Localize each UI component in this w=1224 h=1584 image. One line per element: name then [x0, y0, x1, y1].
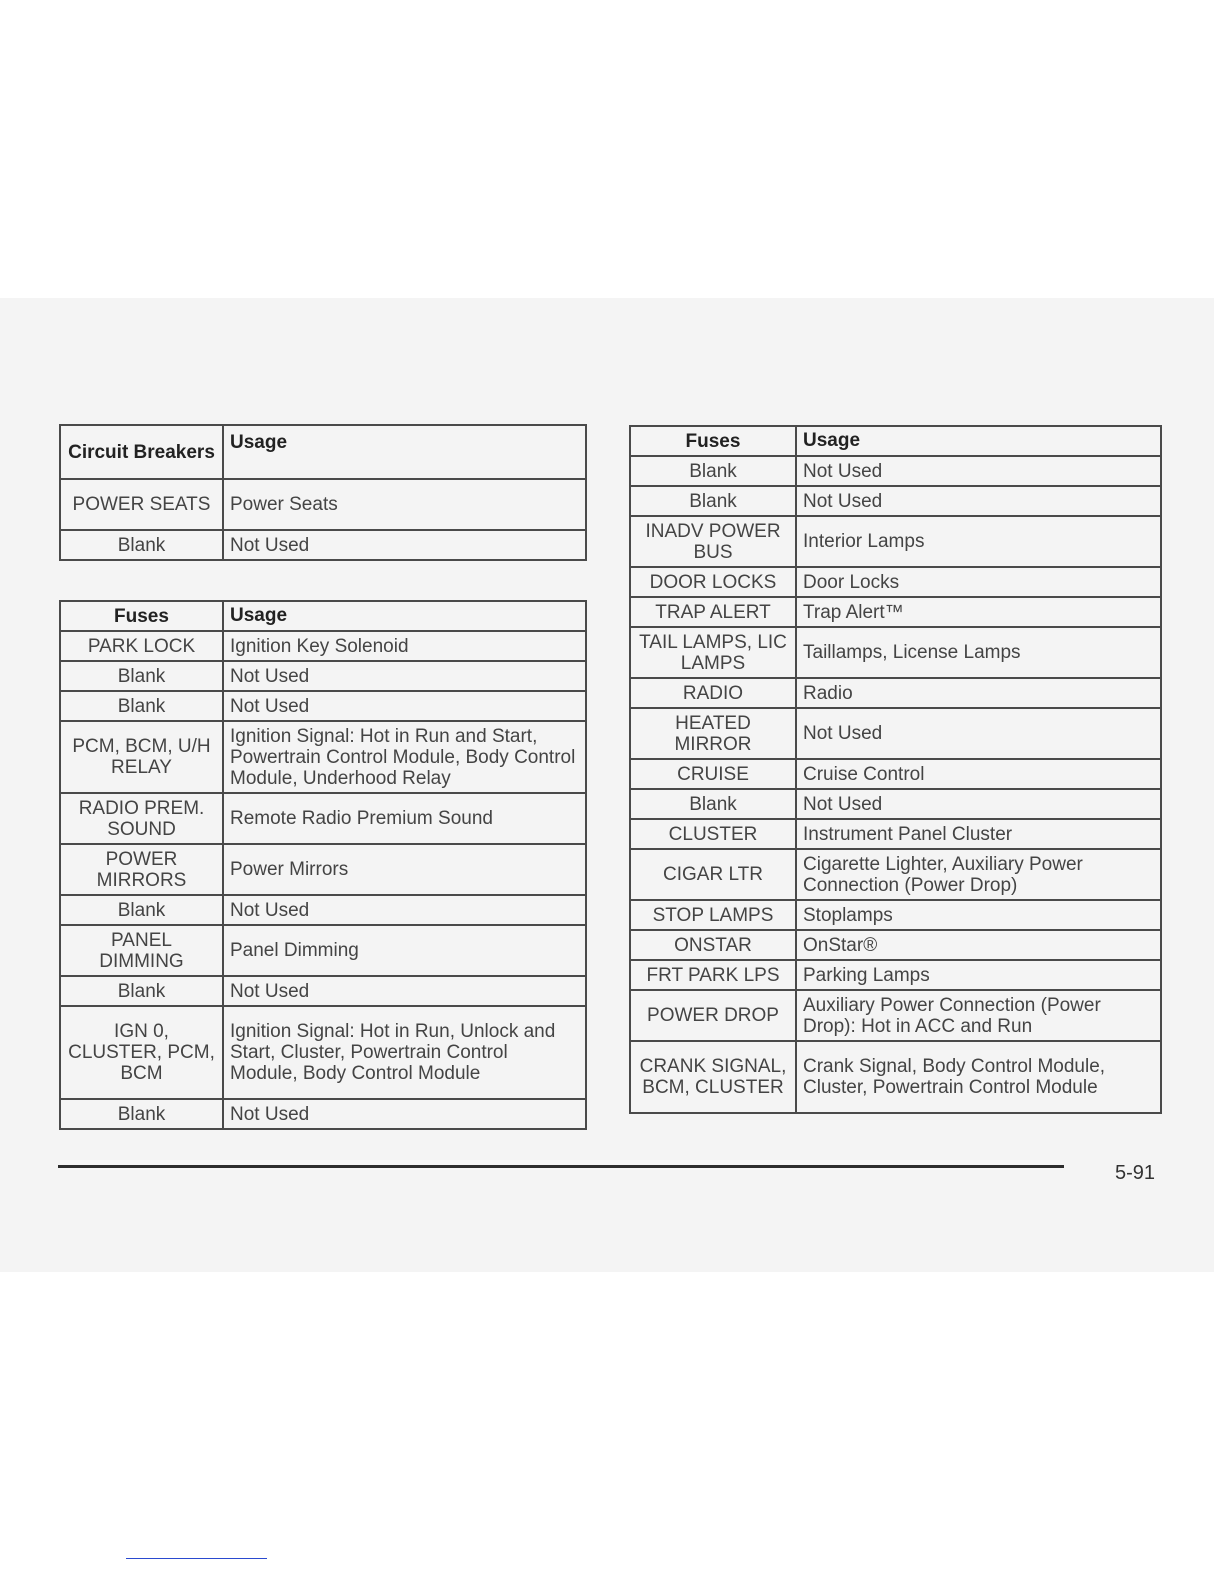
- table-row: [60, 661, 586, 691]
- table-row: [630, 456, 1161, 486]
- circuit-breakers-table: [59, 424, 587, 561]
- table-row: [630, 789, 1161, 819]
- fuse-usage: Not Used: [223, 976, 586, 1006]
- table-row: [630, 678, 1161, 708]
- fuse-name: POWER DROP: [630, 990, 796, 1041]
- table-row: [60, 1006, 586, 1099]
- fuse-usage: Not Used: [796, 486, 1161, 516]
- fuse-name: TAIL LAMPS, LIC LAMPS: [630, 627, 796, 678]
- table-row: [60, 530, 586, 560]
- fuse-usage: Door Locks: [796, 567, 1161, 597]
- fuse-usage: Not Used: [796, 789, 1161, 819]
- fuse-name: RADIO: [630, 678, 796, 708]
- breaker-usage: Power Seats: [223, 479, 586, 530]
- table-row: [630, 486, 1161, 516]
- fuse-usage: Not Used: [223, 895, 586, 925]
- fuses-table-left: [59, 600, 587, 1130]
- table-row: [60, 895, 586, 925]
- fuse-name: Blank: [60, 976, 223, 1006]
- fuse-name: TRAP ALERT: [630, 597, 796, 627]
- fuses-table-right: [629, 425, 1162, 1114]
- fuse-name: FRT PARK LPS: [630, 960, 796, 990]
- table-row: [630, 819, 1161, 849]
- table-row: [60, 925, 586, 976]
- table-row: [630, 567, 1161, 597]
- fuse-usage: Not Used: [223, 691, 586, 721]
- column-header: Usage: [223, 601, 586, 631]
- fuse-usage: Instrument Panel Cluster: [796, 819, 1161, 849]
- fuse-name: Blank: [60, 1099, 223, 1129]
- table-header-row: [630, 426, 1161, 456]
- table-row: [60, 631, 586, 661]
- fuse-usage: Cruise Control: [796, 759, 1161, 789]
- fuse-name: CRANK SIGNAL, BCM, CLUSTER: [630, 1041, 796, 1113]
- breaker-usage: Not Used: [223, 530, 586, 560]
- page-number: 5-91: [1115, 1162, 1156, 1184]
- fuse-usage: Interior Lamps: [796, 516, 1161, 567]
- fuse-usage: Ignition Signal: Hot in Run and Start, Powertrain Control Module, Body Control Module, Underhood Relay: [223, 721, 586, 793]
- fuse-usage: Remote Radio Premium Sound: [223, 793, 586, 844]
- fuse-name: Blank: [630, 486, 796, 516]
- fuse-name: Blank: [630, 789, 796, 819]
- table-row: [60, 691, 586, 721]
- table-row: [630, 627, 1161, 678]
- fuse-name: STOP LAMPS: [630, 900, 796, 930]
- fuse-usage: Taillamps, License Lamps: [796, 627, 1161, 678]
- fuse-name: Blank: [630, 456, 796, 486]
- fuse-usage: Panel Dimming: [223, 925, 586, 976]
- column-header: Circuit Breakers: [60, 425, 223, 479]
- column-header: Usage: [223, 425, 586, 479]
- fuse-name: PANEL DIMMING: [60, 925, 223, 976]
- fuse-name: ONSTAR: [630, 930, 796, 960]
- fuse-usage: Power Mirrors: [223, 844, 586, 895]
- table-row: [60, 844, 586, 895]
- fuse-usage: Auxiliary Power Connection (Power Drop): Hot in ACC and Run: [796, 990, 1161, 1041]
- divider: [126, 1558, 267, 1559]
- table-row: [630, 849, 1161, 900]
- column-header: Fuses: [630, 426, 796, 456]
- table-row: [630, 960, 1161, 990]
- fuse-name: Blank: [60, 895, 223, 925]
- fuse-usage: Cigarette Lighter, Auxiliary Power Connection (Power Drop): [796, 849, 1161, 900]
- fuse-usage: Parking Lamps: [796, 960, 1161, 990]
- fuse-name: CIGAR LTR: [630, 849, 796, 900]
- fuse-name: INADV POWER BUS: [630, 516, 796, 567]
- breaker-name: POWER SEATS: [60, 479, 223, 530]
- fuse-usage: Radio: [796, 678, 1161, 708]
- fuse-name: IGN 0, CLUSTER, PCM, BCM: [60, 1006, 223, 1099]
- fuse-name: HEATED MIRROR: [630, 708, 796, 759]
- table-row: [630, 990, 1161, 1041]
- table-row: [630, 708, 1161, 759]
- fuse-name: CLUSTER: [630, 819, 796, 849]
- fuse-name: DOOR LOCKS: [630, 567, 796, 597]
- table-row: [60, 1099, 586, 1129]
- fuse-usage: Not Used: [796, 708, 1161, 759]
- fuse-usage: Stoplamps: [796, 900, 1161, 930]
- table-row: [630, 759, 1161, 789]
- table-row: [630, 900, 1161, 930]
- fuse-name: RADIO PREM. SOUND: [60, 793, 223, 844]
- fuse-name: CRUISE: [630, 759, 796, 789]
- fuse-usage: Trap Alert™: [796, 597, 1161, 627]
- column-header: Usage: [796, 426, 1161, 456]
- fuse-name: PCM, BCM, U/H RELAY: [60, 721, 223, 793]
- table-row: [630, 516, 1161, 567]
- fuse-name: POWER MIRRORS: [60, 844, 223, 895]
- table-row: [630, 1041, 1161, 1113]
- breaker-name: Blank: [60, 530, 223, 560]
- column-header: Fuses: [60, 601, 223, 631]
- fuse-name: Blank: [60, 661, 223, 691]
- fuse-usage: Not Used: [223, 1099, 586, 1129]
- table-header-row: [60, 601, 586, 631]
- fuse-usage: OnStar®: [796, 930, 1161, 960]
- table-row: [60, 793, 586, 844]
- fuse-usage: Ignition Key Solenoid: [223, 631, 586, 661]
- fuse-name: PARK LOCK: [60, 631, 223, 661]
- table-row: [60, 976, 586, 1006]
- fuse-usage: Crank Signal, Body Control Module, Cluster, Powertrain Control Module: [796, 1041, 1161, 1113]
- footer-rule: [58, 1165, 1064, 1168]
- table-header-row: [60, 425, 586, 479]
- fuse-usage: Ignition Signal: Hot in Run, Unlock and Start, Cluster, Powertrain Control Module, Body Control Module: [223, 1006, 586, 1099]
- fuse-usage: Not Used: [796, 456, 1161, 486]
- table-row: [630, 597, 1161, 627]
- fuse-name: Blank: [60, 691, 223, 721]
- fuse-usage: Not Used: [223, 661, 586, 691]
- table-row: [60, 479, 586, 530]
- table-row: [60, 721, 586, 793]
- table-row: [630, 930, 1161, 960]
